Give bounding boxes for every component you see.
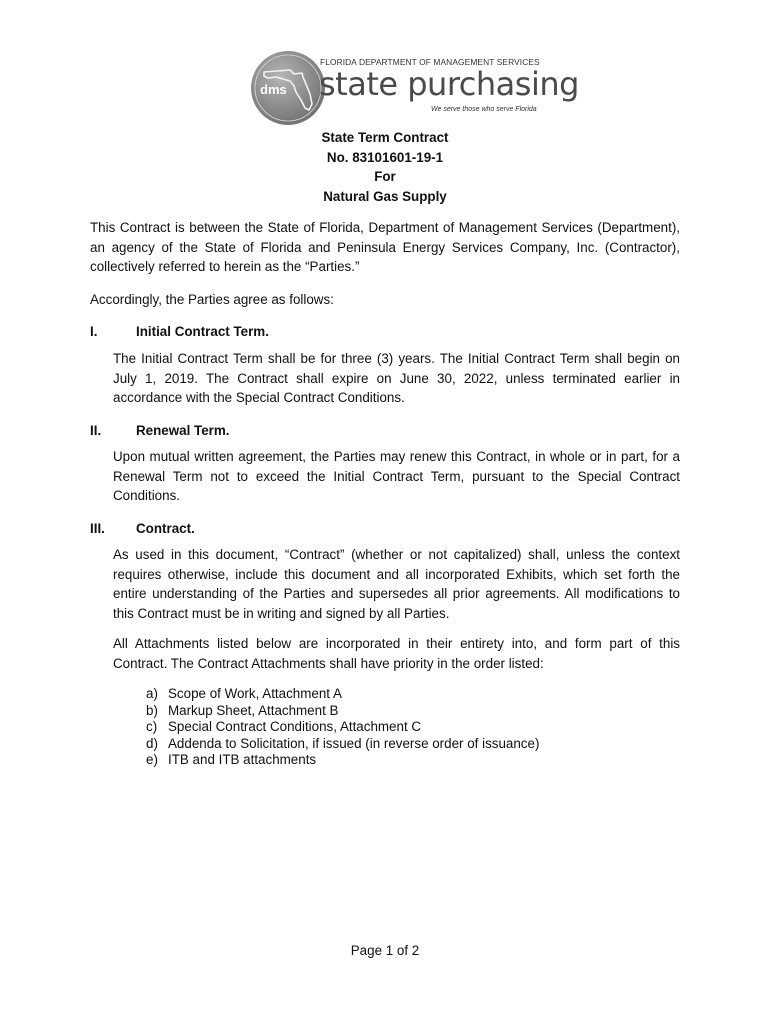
state-purchasing-logo [250, 50, 579, 130]
list-item-text: Special Contract Conditions, Attachment C [168, 719, 422, 734]
list-item [146, 752, 517, 769]
section-3-paragraph-2: All Attachments listed below are incorporated in their entirety into, and form part of this Contract. The Contract Attachments shall have priority in the order listed: [113, 636, 680, 671]
list-item-letter: a) [146, 686, 158, 701]
section-number: II. [90, 423, 102, 438]
section-title: Contract. [136, 521, 195, 536]
title-line-2: No. 83101601-19-1 [326, 149, 444, 165]
seal-text: dms [260, 82, 287, 97]
section-number: III. [90, 521, 105, 536]
section-title: Renewal Term. [136, 423, 230, 438]
contract-title [0, 128, 770, 206]
logo-brand-name: state purchasing [319, 65, 579, 103]
section-title: Initial Contract Term. [136, 324, 269, 339]
section-1-paragraph: The Initial Contract Term shall be for three (3) years. The Initial Contract Term shall begin on July 1, 2019. The Contract shall expire on June 30, 2022, unless terminated earlier in accordance with the Special Contract Conditions. [113, 351, 680, 405]
list-item [146, 686, 517, 703]
list-item-letter: d) [146, 735, 158, 751]
intro-paragraph: This Contract is between the State of Florida, Department of Management Services (Department), an agency of the State of Florida and Peninsula Energy Services Company, Inc. (Contractor), collectively referred to herein as the “Parties.” [90, 220, 680, 274]
list-item [146, 703, 517, 720]
list-item-letter: b) [146, 702, 158, 718]
title-line-1: State Term Contract [321, 130, 449, 145]
list-item [146, 719, 517, 736]
list-item-text: Scope of Work, Attachment A [168, 686, 342, 701]
list-item [146, 735, 540, 753]
section-3-paragraph-1: As used in this document, “Contract” (whether or not capitalized) shall, unless the context requires otherwise, include this document and all incorporated Exhibits, which set forth the entire understanding of the Parties and supersedes all prior agreements. All modifications to this Contract must be in writing and signed by all Parties. [113, 547, 680, 621]
logo-tagline: We serve those who serve Florida [431, 106, 537, 113]
dms-seal-icon [250, 50, 326, 126]
list-item-letter: e) [146, 752, 158, 767]
list-item-text: Addenda to Solicitation, if issued (in reverse order of issuance) [168, 735, 540, 751]
list-item-text: Markup Sheet, Attachment B [168, 702, 339, 718]
list-item-text: ITB and ITB attachments [168, 752, 317, 767]
page-number: Page 1 of 2 [350, 943, 420, 958]
list-item-letter: c) [146, 719, 158, 734]
section-number: I. [90, 324, 98, 339]
accordingly-paragraph: Accordingly, the Parties agree as follows: [90, 292, 334, 307]
attachments-list [146, 686, 540, 769]
title-line-3: For [374, 169, 396, 184]
title-line-4: Natural Gas Supply [323, 188, 447, 204]
section-2-paragraph: Upon mutual written agreement, the Parties may renew this Contract, in whole or in part, for a Renewal Term not to exceed the Initial Contract Term, pursuant to the Special Contract Conditions. [113, 449, 680, 503]
logo-agency-name: FLORIDA DEPARTMENT OF MANAGEMENT SERVICES [320, 57, 540, 67]
